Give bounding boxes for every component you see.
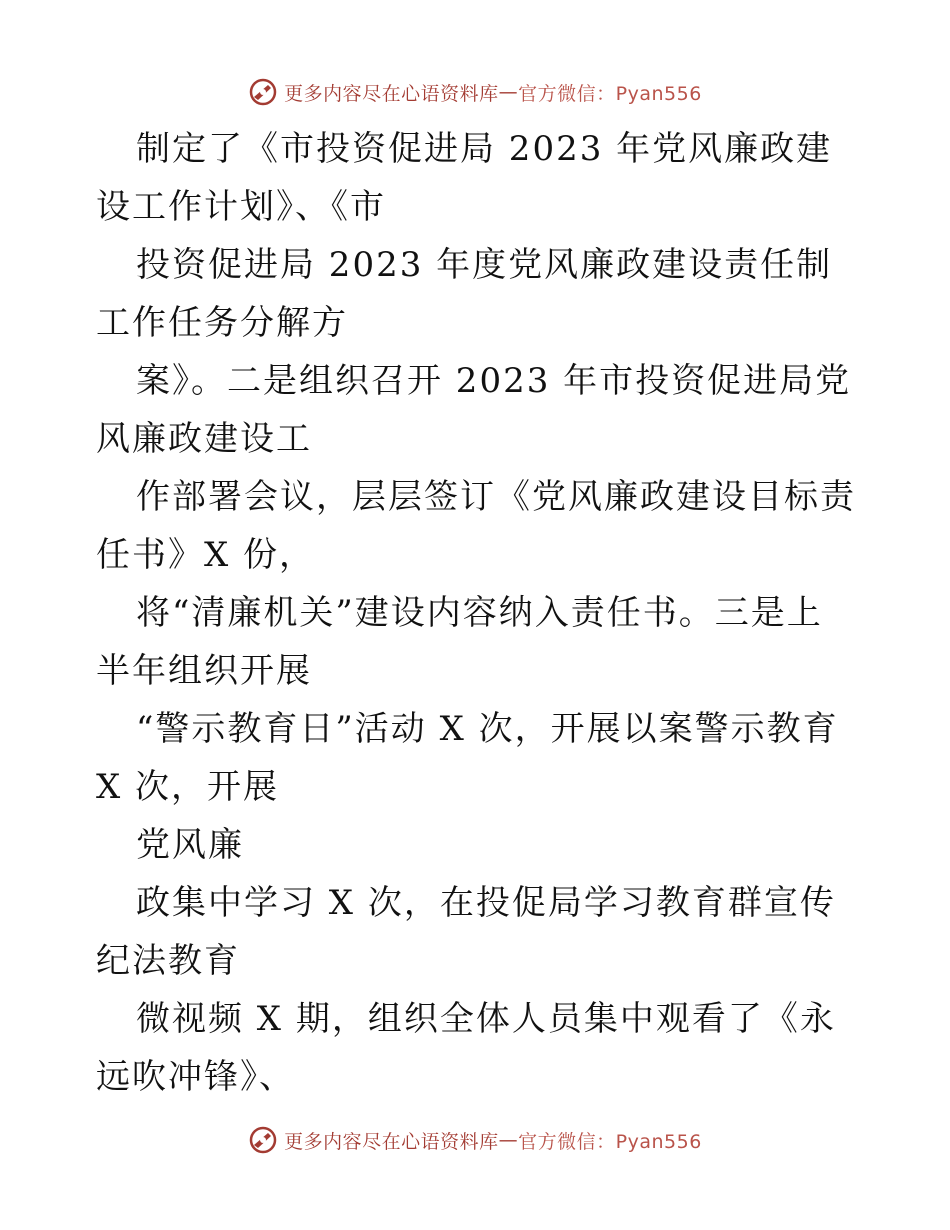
- document-body: [96, 120, 856, 1106]
- footer-watermark: [0, 1120, 950, 1160]
- paragraph: 投资促进局 2023 年度党风廉政建设责任制工作任务分解方: [96, 245, 833, 343]
- brand-logo-icon: [248, 77, 278, 107]
- paragraph: 将“清廉机关”建设内容纳入责任书。三是上半年组织开展: [96, 593, 823, 691]
- watermark-wechat-text: 官方微信：Pyan556: [518, 1130, 702, 1153]
- paragraph: 微视频 X 期，组织全体人员集中观看了《永远吹冲锋》、: [96, 999, 836, 1097]
- paragraph: 作部署会议，层层签订《党风廉政建设目标责任书》X 份，: [96, 477, 856, 575]
- watermark-site-text: 更多内容尽在心语资料库: [284, 1130, 499, 1153]
- paragraph: 制定了《市投资促进局 2023 年党风廉政建设工作计划》、《市: [96, 129, 833, 227]
- paragraph: 案》。二是组织召开 2023 年市投资促进局党风廉政建设工: [96, 361, 852, 459]
- watermark-wechat-text: 官方微信：Pyan556: [518, 82, 702, 105]
- watermark-dash: —: [498, 1129, 519, 1151]
- paragraph: “警示教育日”活动 X 次，开展以案警示教育 X 次，开展: [96, 709, 839, 807]
- brand-logo-icon: [248, 1125, 278, 1155]
- watermark-site-text: 更多内容尽在心语资料库: [284, 82, 499, 105]
- header-watermark: [0, 72, 950, 112]
- watermark-dash: —: [498, 81, 519, 103]
- paragraph: 政集中学习 X 次，在投促局学习教育群宣传纪法教育: [96, 883, 836, 981]
- paragraph: 党风廉: [136, 825, 244, 865]
